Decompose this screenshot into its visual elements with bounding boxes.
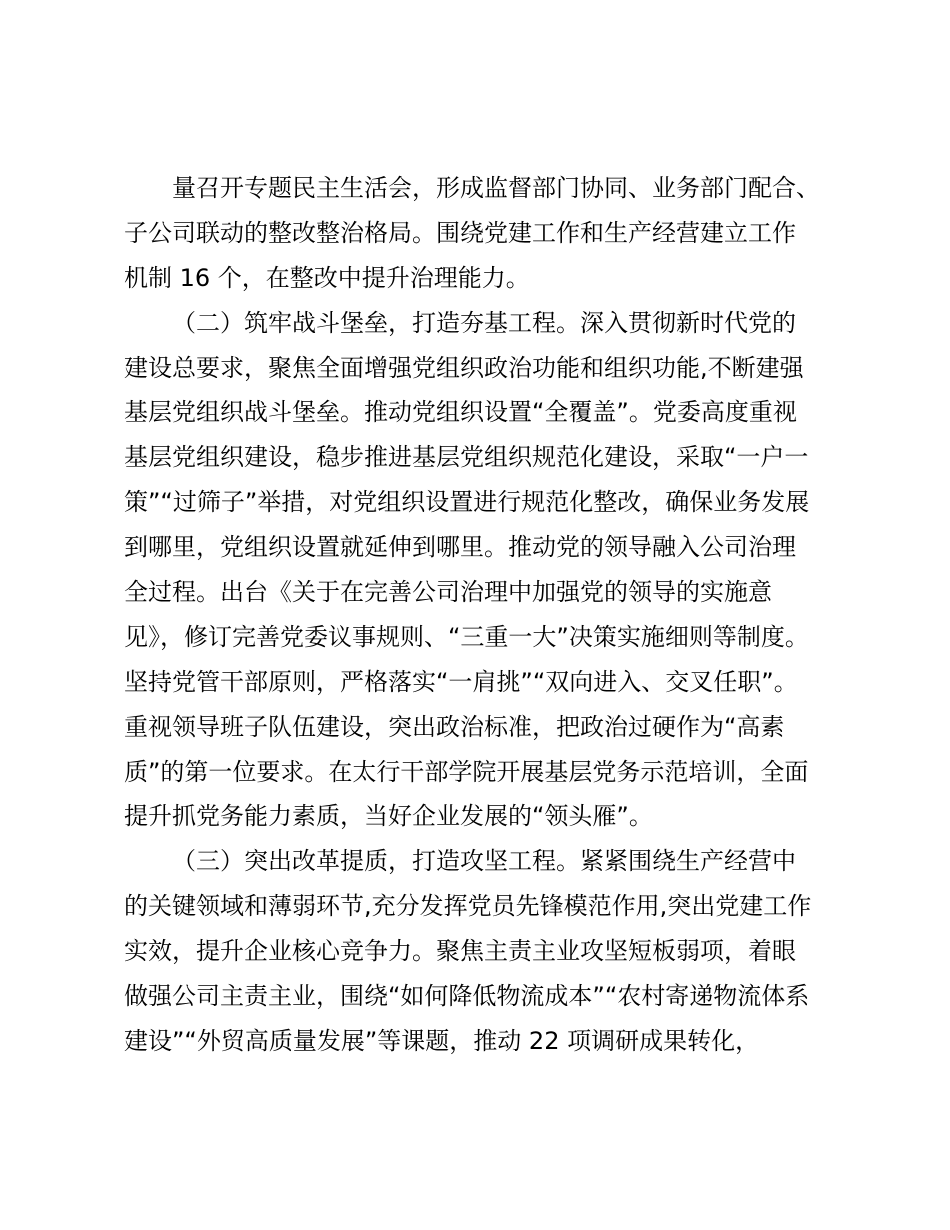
paragraph-line: 的关键领域和薄弱环节,充分发挥党员先锋模范作用,突出党建工作 bbox=[124, 892, 812, 921]
paragraph-line: 做强公司主责主业，围绕“如何降低物流成本”“农村寄递物流体系 bbox=[124, 982, 810, 1011]
paragraph-line: 全过程。出台《关于在完善公司治理中加强党的领导的实施意 bbox=[124, 578, 772, 607]
section-heading-line: （三）突出改革提质，打造攻坚工程。紧紧围绕生产经营中 bbox=[172, 847, 796, 876]
paragraph-line: 量召开专题民主生活会，形成监督部门协同、业务部门配合、 bbox=[172, 174, 820, 202]
section-heading-line: （二）筑牢战斗堡垒，打造夯基工程。深入贯彻新时代党的 bbox=[172, 308, 796, 337]
paragraph-line: 见》，修订完善党委议事规则、“三重一大”决策实施细则等制度。 bbox=[124, 622, 809, 651]
paragraph-line: 策”“过筛子”举措，对党组织设置进行规范化整改，确保业务发展 bbox=[124, 488, 810, 517]
paragraph-line: 基层党组织战斗堡垒。推动党组织设置“全覆盖”。党委高度重视 bbox=[124, 398, 797, 427]
paragraph-line: 机制 16 个，在整改中提升治理能力。 bbox=[124, 263, 530, 292]
paragraph-line: 实效，提升企业核心竞争力。聚焦主责主业攻坚短板弱项，着眼 bbox=[124, 937, 796, 966]
paragraph-line: 到哪里，党组织设置就延伸到哪里。推动党的领导融入公司治理 bbox=[124, 533, 796, 562]
paragraph-line: 质”的第一位要求。在太行干部学院开展基层党务示范培训，全面 bbox=[124, 757, 809, 786]
paragraph-line: 重视领导班子队伍建设，突出政治标准，把政治过硬作为“高素 bbox=[124, 712, 785, 741]
paragraph-line: 建设”“外贸高质量发展”等课题，推动 22 项调研成果转化， bbox=[124, 1026, 760, 1055]
paragraph-line: 基层党组织建设，稳步推进基层党组织规范化建设，采取“一户一 bbox=[124, 443, 809, 472]
document-body bbox=[124, 166, 844, 1064]
paragraph-line: 提升抓党务能力素质，当好企业发展的“领头雁”。 bbox=[124, 802, 653, 831]
paragraph-line: 建设总要求，聚焦全面增强党组织政治功能和组织功能,不断建强 bbox=[124, 353, 804, 382]
paragraph-line: 子公司联动的整改整治格局。围绕党建工作和生产经营建立工作 bbox=[124, 218, 796, 247]
paragraph-line: 坚持党管干部原则，严格落实“一肩挑”“双向进入、交叉任职”。 bbox=[124, 667, 798, 696]
